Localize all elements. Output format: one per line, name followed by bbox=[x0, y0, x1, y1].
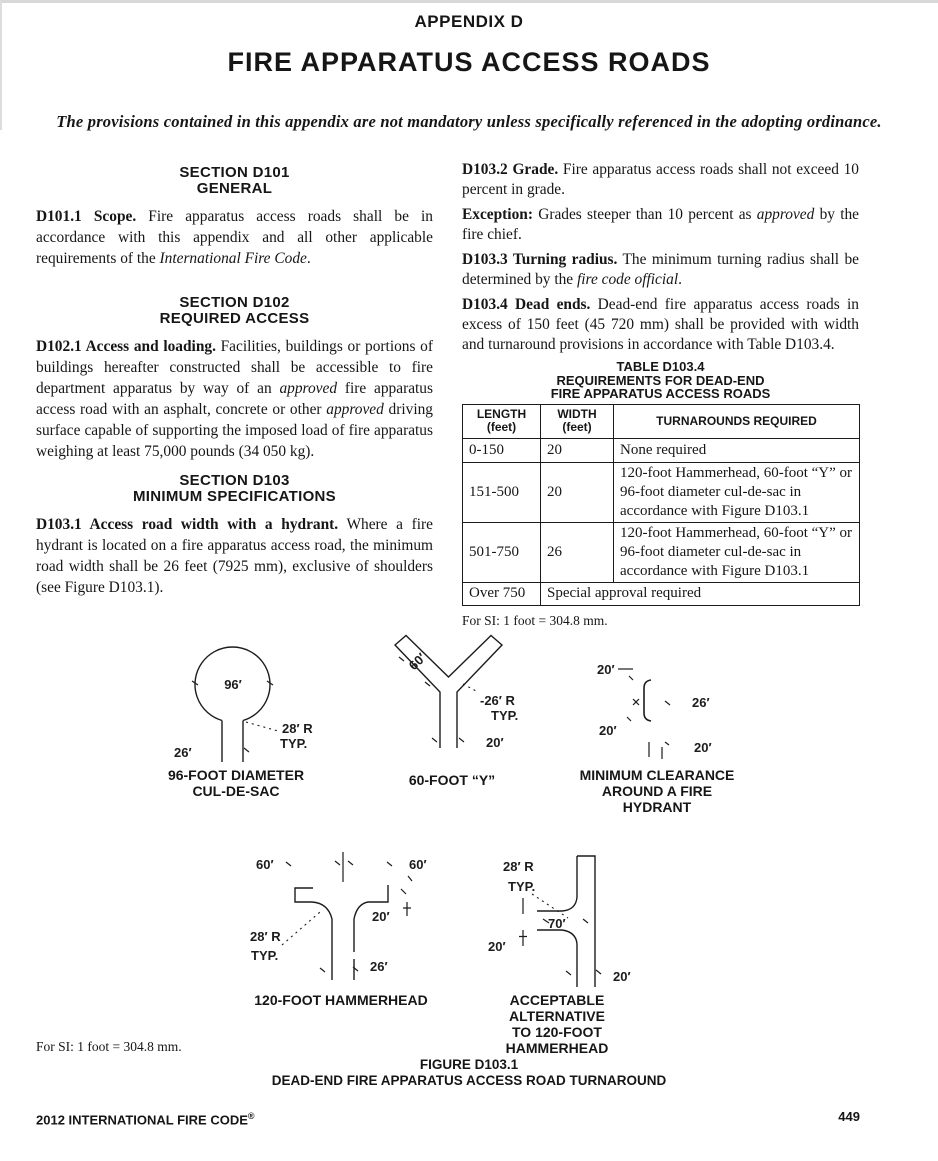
figure-si-note: For SI: 1 foot = 304.8 mm. bbox=[36, 1039, 182, 1054]
centerline-dagger bbox=[519, 930, 527, 946]
table-row bbox=[463, 582, 860, 605]
section-d101-title: GENERAL bbox=[196, 180, 273, 197]
section-d101-heading bbox=[36, 165, 433, 197]
dimension-radius: 28′ R bbox=[250, 929, 281, 944]
header-text: LENGTH bbox=[476, 407, 527, 421]
branch-top-outline bbox=[537, 856, 577, 911]
paragraph-d103-1 bbox=[36, 514, 433, 598]
dimension-left: 20′ bbox=[599, 723, 617, 738]
section-d103-number: SECTION D103 bbox=[179, 472, 290, 489]
table-row bbox=[463, 522, 860, 582]
italic-term: approved bbox=[326, 401, 384, 418]
leader-line bbox=[246, 722, 278, 731]
table-title-line: FIRE APPARATUS ACCESS ROADS bbox=[550, 386, 771, 401]
road-edge-ticks bbox=[649, 742, 662, 759]
exception-label: Exception: bbox=[462, 206, 533, 223]
footer-page-number: 449 bbox=[838, 1109, 860, 1124]
centerline-dagger bbox=[403, 902, 411, 916]
paragraph-text: by the fire chief. bbox=[462, 206, 860, 243]
caption-line: MINIMUM CLEARANCE bbox=[579, 767, 735, 783]
branch-bottom-outline bbox=[537, 930, 577, 987]
dimension-diameter: 96′ bbox=[224, 677, 242, 692]
cell-turnaround-merged: Special approval required bbox=[541, 582, 860, 605]
section-d103-title: MINIMUM SPECIFICATIONS bbox=[133, 488, 336, 505]
dimension-radius: 28′ R bbox=[282, 721, 313, 736]
leader-line bbox=[463, 684, 478, 692]
italic-term: fire code official bbox=[576, 271, 679, 288]
cell-length: 0-150 bbox=[463, 438, 541, 462]
header-text: (feet) bbox=[486, 420, 517, 434]
dimension-left: 20′ bbox=[488, 939, 506, 954]
dimension-road-width: 26′ bbox=[370, 959, 388, 974]
registered-mark: ® bbox=[247, 1111, 255, 1121]
culdesac-stem bbox=[222, 721, 243, 763]
paragraph-label: D103.3 Turning radius. bbox=[462, 251, 618, 268]
header-text: WIDTH bbox=[557, 407, 597, 421]
dimension-road-width: 20′ bbox=[486, 735, 504, 750]
cell-width: 20 bbox=[541, 462, 614, 522]
dimension-branch: 70′ bbox=[548, 916, 566, 931]
paragraph-label: D103.2 Grade. bbox=[462, 161, 559, 178]
paragraph-label: D101.1 Scope. bbox=[36, 208, 137, 225]
paragraph-d102-1 bbox=[36, 336, 433, 462]
caption-line: AROUND A FIRE bbox=[601, 783, 713, 799]
italic-term: International Fire Code bbox=[159, 250, 307, 267]
cell-turnaround: 120-foot Hammerhead, 60-foot “Y” or 96-foot diameter cul-de-sac in accordance with Figure D103.1 bbox=[614, 522, 860, 582]
paragraph-text: Facilities, buildings or portions of buildings hereafter constructed shall be accessible to fire department apparatus by way of an bbox=[36, 338, 433, 397]
table-row bbox=[463, 462, 860, 522]
section-d102-heading bbox=[36, 295, 433, 327]
left-column bbox=[36, 165, 433, 603]
wye-outline bbox=[395, 636, 502, 749]
hydrant-symbol bbox=[644, 680, 651, 721]
paragraph-label: D103.4 Dead ends. bbox=[462, 296, 591, 313]
footer-publication bbox=[36, 1109, 255, 1127]
table-title-line: REQUIREMENTS FOR DEAD-END bbox=[556, 372, 765, 388]
adoption-notice: The provisions contained in this appendix are not mandatory unless specifically referenced in the adopting ordinance. bbox=[56, 112, 882, 131]
paragraph-label: D102.1 Access and loading. bbox=[36, 338, 216, 355]
table-d103-4 bbox=[462, 404, 860, 606]
caption-line: 96-FOOT DIAMETER bbox=[167, 767, 305, 783]
paragraph-text: Dead-end fire apparatus access roads in excess of 150 feet (45 720 mm) shall be provided with width and turnaround provisions in accordance with Table D103.4. bbox=[462, 296, 859, 353]
section-d102-number: SECTION D102 bbox=[179, 294, 290, 311]
wye-diagram bbox=[370, 634, 570, 764]
hydrant-caption bbox=[572, 767, 742, 815]
paragraph-text: Where a fire hydrant is located on a fire apparatus access road, the minimum road width shall be 26 feet (7925 mm), exclusive of shoulders (see Figure D103.1). bbox=[36, 516, 433, 596]
column-header-length bbox=[463, 404, 541, 438]
paragraph-text: fire apparatus access road with an asphalt, concrete or other bbox=[36, 380, 433, 418]
table-row bbox=[463, 438, 860, 462]
paragraph-text: driving surface capable of supporting the imposed load of fire apparatus weighing at least 75,000 pounds (34 050 kg). bbox=[36, 401, 434, 460]
paragraph-d103-4 bbox=[462, 295, 859, 355]
culdesac-caption bbox=[126, 767, 346, 799]
hammerhead-left-outline bbox=[295, 888, 332, 980]
cell-width: 20 bbox=[541, 438, 614, 462]
page-title: FIRE APPARATUS ACCESS ROADS bbox=[227, 47, 711, 77]
caption-line: TO 120-FOOT HAMMERHEAD bbox=[505, 1024, 609, 1056]
dimension-top: 20′ bbox=[597, 662, 615, 677]
dimension-right: 26′ bbox=[692, 695, 710, 710]
table-title bbox=[462, 360, 859, 401]
table-header-row bbox=[463, 404, 860, 438]
right-column bbox=[462, 160, 859, 629]
cell-length: 501-750 bbox=[463, 522, 541, 582]
hydrant-center-mark bbox=[633, 699, 639, 705]
tick-mark bbox=[286, 861, 412, 972]
dimension-arm: 60′ bbox=[405, 650, 429, 674]
appendix-label: APPENDIX D bbox=[414, 12, 524, 31]
paragraph-text: The minimum turning radius shall be determined by the bbox=[462, 251, 859, 288]
leader-line bbox=[282, 912, 320, 945]
column-header-width bbox=[541, 404, 614, 438]
header-text: (feet) bbox=[562, 420, 592, 434]
paragraph-text: Fire apparatus access roads shall be in accordance with this appendix and all other applicable requirements of the bbox=[36, 208, 433, 267]
scan-artifact-top bbox=[0, 0, 938, 3]
section-d101-number: SECTION D101 bbox=[179, 164, 290, 181]
alternative-caption bbox=[464, 992, 650, 1056]
dimension-radius: -26′ R bbox=[480, 693, 515, 708]
italic-term: approved bbox=[756, 206, 815, 223]
wye-caption bbox=[357, 772, 547, 788]
caption-line: ACCEPTABLE ALTERNATIVE bbox=[509, 992, 605, 1024]
italic-term: approved bbox=[279, 380, 338, 397]
dimension-radius: 28′ R bbox=[503, 859, 534, 874]
caption-line: HYDRANT bbox=[622, 799, 692, 815]
dimension-bottom: 20′ bbox=[613, 969, 631, 984]
footer-publication-text: 2012 INTERNATIONAL FIRE CODE bbox=[36, 1112, 248, 1128]
tick-mark bbox=[627, 676, 670, 745]
dimension-right-arm: 60′ bbox=[409, 857, 427, 872]
paragraph-text: Fire apparatus access roads shall not exceed 10 percent in grade. bbox=[462, 161, 860, 198]
figure-number: FIGURE D103.1 bbox=[419, 1057, 519, 1072]
column-header-turnarounds: TURNAROUNDS REQUIRED bbox=[614, 404, 860, 438]
paragraph-text: . bbox=[306, 250, 311, 267]
cell-turnaround: None required bbox=[614, 438, 860, 462]
caption-line: 120-FOOT HAMMERHEAD bbox=[254, 992, 428, 1008]
paragraph-d103-3 bbox=[462, 250, 859, 290]
cell-length: Over 750 bbox=[463, 582, 541, 605]
typ-label: TYP. bbox=[280, 736, 308, 751]
dimension-lane: 20′ bbox=[372, 909, 390, 924]
caption-line: CUL-DE-SAC bbox=[192, 783, 280, 799]
paragraph-d103-2 bbox=[462, 160, 859, 200]
dimension-road-width: 26′ bbox=[174, 745, 192, 760]
paragraph-exception bbox=[462, 205, 859, 245]
typ-label: TYP. bbox=[508, 879, 536, 894]
section-d102-title: REQUIRED ACCESS bbox=[159, 310, 310, 327]
paragraph-label: D103.1 Access road width with a hydrant. bbox=[36, 516, 339, 533]
table-number: TABLE D103.4 bbox=[616, 359, 705, 374]
cell-length: 151-500 bbox=[463, 462, 541, 522]
dimension-bottom: 20′ bbox=[694, 740, 712, 755]
paragraph-d101-1 bbox=[36, 206, 433, 269]
typ-label: TYP. bbox=[251, 948, 279, 963]
hydrant-clearance-diagram bbox=[580, 650, 740, 765]
typ-label: TYP. bbox=[491, 708, 519, 723]
hammerhead-diagram bbox=[240, 850, 480, 982]
figure-title: DEAD-END FIRE APPARATUS ACCESS ROAD TURNAROUND bbox=[271, 1073, 667, 1088]
cell-width: 26 bbox=[541, 522, 614, 582]
table-si-note: For SI: 1 foot = 304.8 mm. bbox=[462, 612, 608, 628]
leader-line bbox=[532, 894, 568, 918]
paragraph-text: . bbox=[678, 271, 682, 288]
culdesac-diagram bbox=[140, 634, 360, 768]
hammerhead-caption bbox=[234, 992, 448, 1008]
tick-mark bbox=[399, 657, 464, 742]
cell-turnaround: 120-foot Hammerhead, 60-foot “Y” or 96-foot diameter cul-de-sac in accordance with Figure D103.1 bbox=[614, 462, 860, 522]
section-d103-heading bbox=[36, 473, 433, 505]
caption-line: 60-FOOT “Y” bbox=[408, 772, 496, 788]
paragraph-text: Grades steeper than 10 percent as bbox=[532, 206, 757, 223]
dimension-left-arm: 60′ bbox=[256, 857, 274, 872]
alternative-hammerhead-diagram bbox=[480, 850, 640, 990]
